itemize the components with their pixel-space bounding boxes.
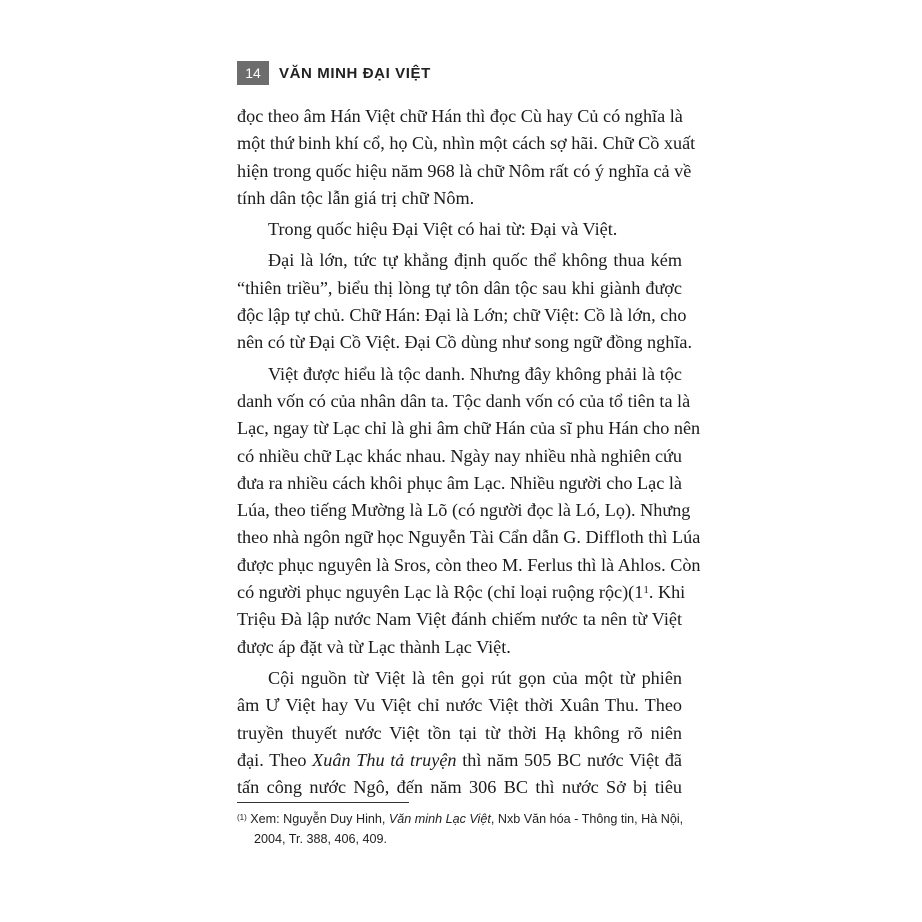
page-number: 14 — [237, 61, 269, 85]
paragraph — [237, 103, 696, 212]
text-line: theo nhà ngôn ngữ học Nguyễn Tài Cẩn dẫn G. Diffloth thì Lúa — [237, 527, 701, 548]
footnote-text: Xem: Nguyễn Duy Hinh, — [246, 812, 389, 826]
book-title: VĂN MINH ĐẠI VIỆT — [279, 64, 431, 82]
text-line: Đại là lớn, tức tự khẳng định quốc thể không thua kém — [268, 250, 682, 271]
paragraph — [237, 216, 682, 243]
text-line: độc lập tự chủ. Chữ Hán: Đại là Lớn; chữ Việt: Cồ là lớn, cho — [237, 305, 687, 326]
paragraph — [237, 247, 693, 356]
text-line: có nhiều chữ Lạc khác nhau. Ngày nay nhiều nhà nghiên cứu — [237, 445, 682, 466]
text-line: Lúa, theo tiếng Mường là Lõ (có người đọc là Ló, Lọ). Nhưng — [237, 500, 691, 521]
text-line: một thứ binh khí cổ, họ Cù, nhìn một cách sợ hãi. Chữ Cồ xuất — [237, 133, 696, 154]
text-line: được áp đặt và từ Lạc thành Lạc Việt. — [237, 636, 511, 657]
text-line-with-italic — [237, 747, 682, 774]
body-text — [237, 103, 701, 801]
text-line: hiện trong quốc hiệu năm 968 là chữ Nôm rất có ý nghĩa cả về — [237, 160, 692, 181]
footnote-mark: (1) — [237, 813, 247, 822]
text-line: Cội nguồn từ Việt là tên gọi rút gọn của một từ phiên — [268, 667, 682, 688]
footnote-italic-title: Văn minh Lạc Việt — [388, 812, 491, 826]
paragraph — [237, 361, 701, 661]
text-line: đưa ra nhiều cách khôi phục âm Lạc. Nhiều người cho Lạc là — [237, 472, 682, 493]
text-segment: đại. Theo — [237, 749, 313, 770]
text-line: đọc theo âm Hán Việt chữ Hán thì đọc Cù hay Củ có nghĩa là — [237, 106, 683, 126]
text-line: “thiên triều”, biểu thị lòng tự tôn dân tộc sau khi giành được — [237, 277, 682, 298]
text-line: Việt được hiểu là tộc danh. Nhưng đây không phải là tộc — [268, 363, 682, 384]
text-line: nên có từ Đại Cồ Việt. Đại Cồ dùng như song ngữ đồng nghĩa. — [237, 332, 693, 353]
text-line: Triệu Đà lập nước Nam Việt đánh chiếm nước ta nên từ Việt — [237, 609, 682, 630]
text-line: truyền thuyết nước Việt tồn tại từ thời Hạ không rõ niên — [237, 722, 682, 743]
footnote-divider — [237, 802, 409, 803]
text-segment: . Khi — [648, 582, 686, 603]
text-line: Trong quốc hiệu Đại Việt có hai từ: Đại và Việt. — [268, 219, 618, 240]
footnote-line: 2004, Tr. 388, 406, 409. — [254, 832, 388, 846]
footnote — [237, 809, 687, 849]
running-header — [237, 60, 431, 86]
text-line: âm Ư Việt hay Vu Việt chỉ nước Việt thời Xuân Thu. Theo — [237, 695, 682, 716]
text-line: được phục nguyên là Sros, còn theo M. Ferlus thì là Ahlos. Còn — [237, 554, 701, 575]
footnote-reference: 1 — [643, 584, 649, 597]
footnote-line — [237, 812, 683, 826]
text-line-with-reference — [237, 579, 686, 606]
text-line: tính dân tộc lẫn giá trị chữ Nôm. — [237, 187, 475, 208]
paragraph — [237, 665, 682, 801]
text-line: tấn công nước Ngô, đến năm 306 BC thì nước Sở bị tiêu — [237, 777, 682, 798]
book-title-italic: Xuân Thu tả truyện — [312, 749, 457, 770]
text-line: Lạc, ngay từ Lạc chỉ là ghi âm chữ Hán của sĩ phu Hán cho nên — [237, 418, 701, 439]
footnote-text: , Nxb Văn hóa - Thông tin, Hà Nội, — [490, 812, 684, 826]
text-segment: thì năm 505 BC nước Việt đã — [456, 749, 683, 770]
text-line: danh vốn có của nhân dân ta. Tộc danh vốn có của tổ tiên ta là — [237, 390, 691, 411]
text-segment: có người phục nguyên Lạc là Rộc (chỉ loại ruộng rộc)(1 — [237, 582, 644, 603]
